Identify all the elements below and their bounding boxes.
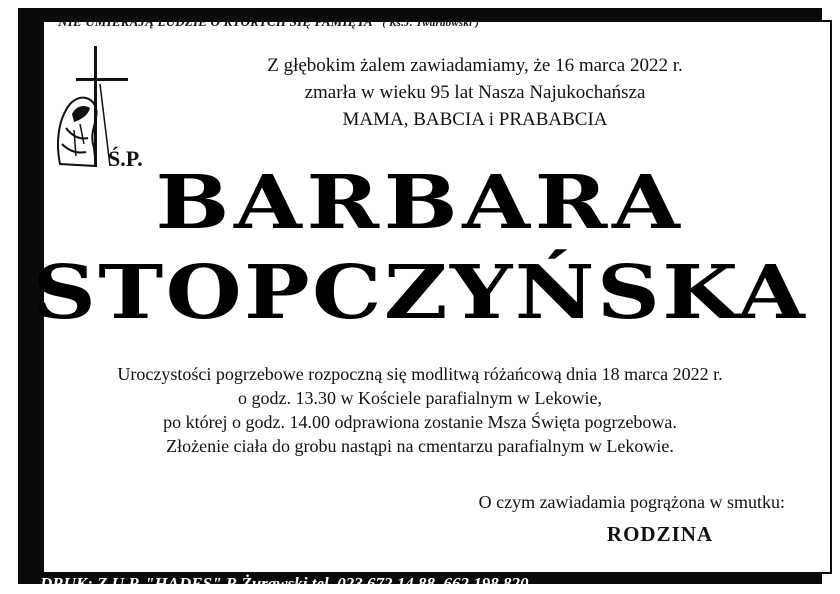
funeral-line-1: Uroczystości pogrzebowe rozpoczną się modlitwą różańcową dnia 18 marca 2022 r. [117,364,723,384]
sp-label: Ś.P. [108,146,143,171]
family-signature: RODZINA [606,522,714,546]
funeral-line-4: Złożenie ciała do grobu nastąpi na cmentarzu parafialnym w Lekowie. [166,436,674,456]
printer-imprint: DRUK: Z.U.P. "HADES" R.Żurawski tel. 023 672 14 88, 662 198 820 [40,574,529,593]
announcement-line-2: zmarła w wieku 95 lat Nasza Najukochańsza [304,82,646,103]
announcement [210,52,740,133]
announcement-line-1: Z głębokim żalem zawiadamiamy, że 16 marca 2022 r. [267,55,683,76]
closing-notice: O czym zawiadamia pogrążona w smutku: [478,492,785,512]
epigraph-quote [48,14,479,30]
funeral-line-3: po której o godz. 14.00 odprawiona zostanie Msza Święta pogrzebowa. [163,412,677,432]
deceased-last-name: STOPCZYŃSKA [32,250,808,336]
funeral-line-2: o godz. 13.30 w Kościele parafialnym w Lekowie, [238,388,602,408]
funeral-details [40,362,800,458]
quote-text: “ NIE UMIERAJĄ LUDZIE O KTÓRYCH SIĘ PAMIĘTA ” [48,14,383,29]
quote-author: ( Ks.J. Twardowski ) [382,17,480,29]
deceased-first-name: BARBARA [155,160,685,246]
announcement-line-3: MAMA, BABCIA i PRABABCIA [342,109,608,130]
